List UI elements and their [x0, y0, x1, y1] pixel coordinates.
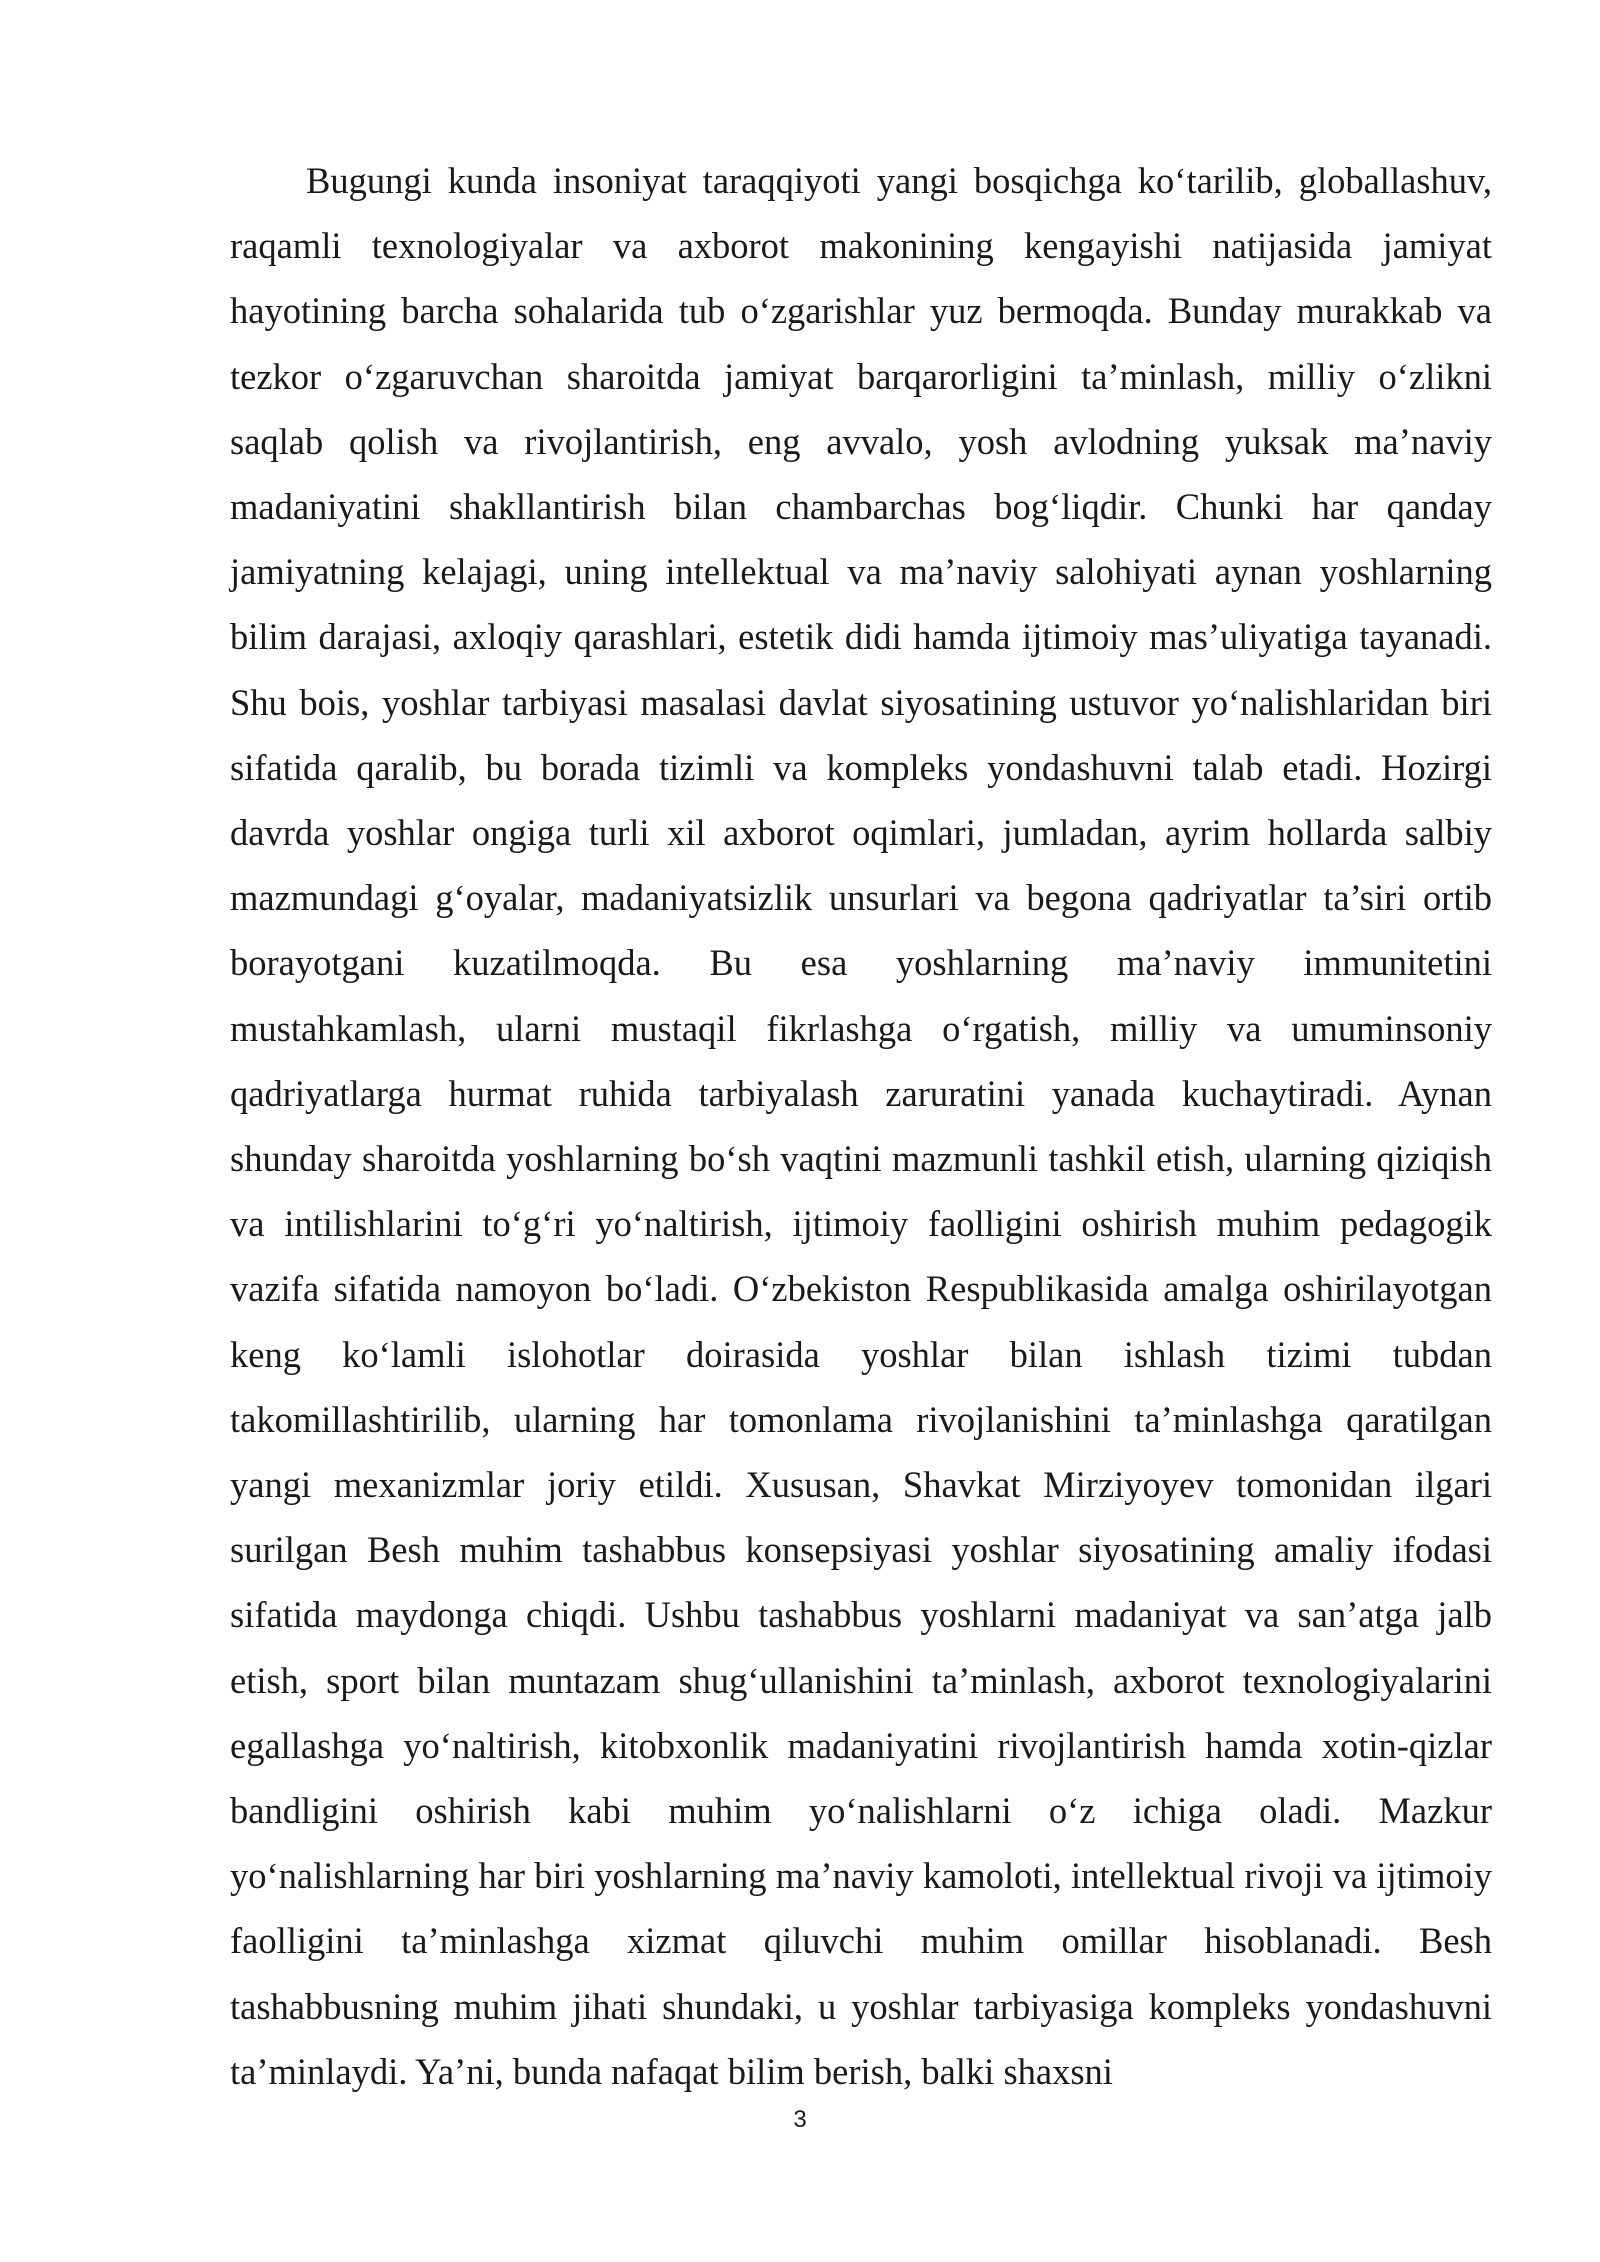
body-paragraph: Bugungi kunda insoniyat taraqqiyoti yangi bosqichga ko‘tarilib, globallashuv, raqamli texnologiyalar va axborot makonining kengayishi natijasida jamiyat hayotining barcha sohalarida tub o‘zgarishlar yuz bermoqda. Bunday murakkab va tezkor o‘zgaruvchan sharoitda jamiyat barqarorligini ta’minlash, milliy o‘zlikni saqlab qolish va rivojlantirish, eng avvalo, yosh avlodning yuksak ma’naviy madaniyatini shakllantirish bilan chambarchas bog‘liqdir. Chunki har qanday jamiyatning kelajagi, uning intellektual va ma’naviy salohiyati aynan yoshlarning bilim darajasi, axloqiy qarashlari, estetik didi hamda ijtimoiy mas’uliyatiga tayanadi. Shu bois, yoshlar tarbiyasi masalasi davlat siyosatining ustuvor yo‘nalishlaridan biri sifatida qaralib, bu borada tizimli va kompleks yondashuvni talab etadi. Hozirgi davrda yoshlar ongiga turli xil axborot oqimlari, jumladan, ayrim hollarda salbiy mazmundagi g‘oyalar, madaniyatsizlik unsurlari va begona qadriyatlar ta’siri ortib borayotgani kuzatilmoqda. Bu esa yoshlarning ma’naviy immunitetini mustahkamlash, ularni mustaqil fikrlashga o‘rgatish, milliy va umuminsoniy qadriyatlarga hurmat ruhida tarbiyalash zaruratini yanada kuchaytiradi. Aynan shunday sharoitda yoshlarning bo‘sh vaqtini mazmunli tashkil etish, ularning qiziqish va intilishlarini to‘g‘ri yo‘naltirish, ijtimoiy faolligini oshirish muhim pedagogik vazifa sifatida namoyon bo‘ladi. O‘zbekiston Respublikasida amalga oshirilayotgan keng ko‘lamli islohotlar doirasida yoshlar bilan ishlash tizimi tubdan takomillashtirilib, ularning har tomonlama rivojlanishini ta’minlashga qaratilgan yangi mexanizmlar joriy etildi. Xususan, Shavkat Mirziyoyev tomonidan ilgari surilgan Besh muhim tashabbus konsepsiyasi yoshlar siyosatining amaliy ifodasi sifatida maydonga chiqdi. Ushbu tashabbus yoshlarni madaniyat va san’atga jalb etish, sport bilan muntazam shug‘ullanishini ta’minlash, axborot texnologiyalarini egallashga yo‘naltirish, kitobxonlik madaniyatini rivojlantirish hamda xotin-qizlar bandligini oshirish kabi muhim yo‘nalishlarni o‘z ichiga oladi. Mazkur yo‘nalishlarning har biri yoshlarning ma’naviy kamoloti, intellektual rivoji va ijtimoiy faolligini ta’minlashga xizmat qiluvchi muhim omillar hisoblanadi. Besh tashabbusning muhim jihati shundaki, u yoshlar tarbiyasiga kompleks yondashuvni ta’minlaydi. Ya’ni, bunda nafaqat bilim berish, balki shaxsni [230, 160, 1492, 2092]
page-number: 3 [793, 2106, 807, 2133]
